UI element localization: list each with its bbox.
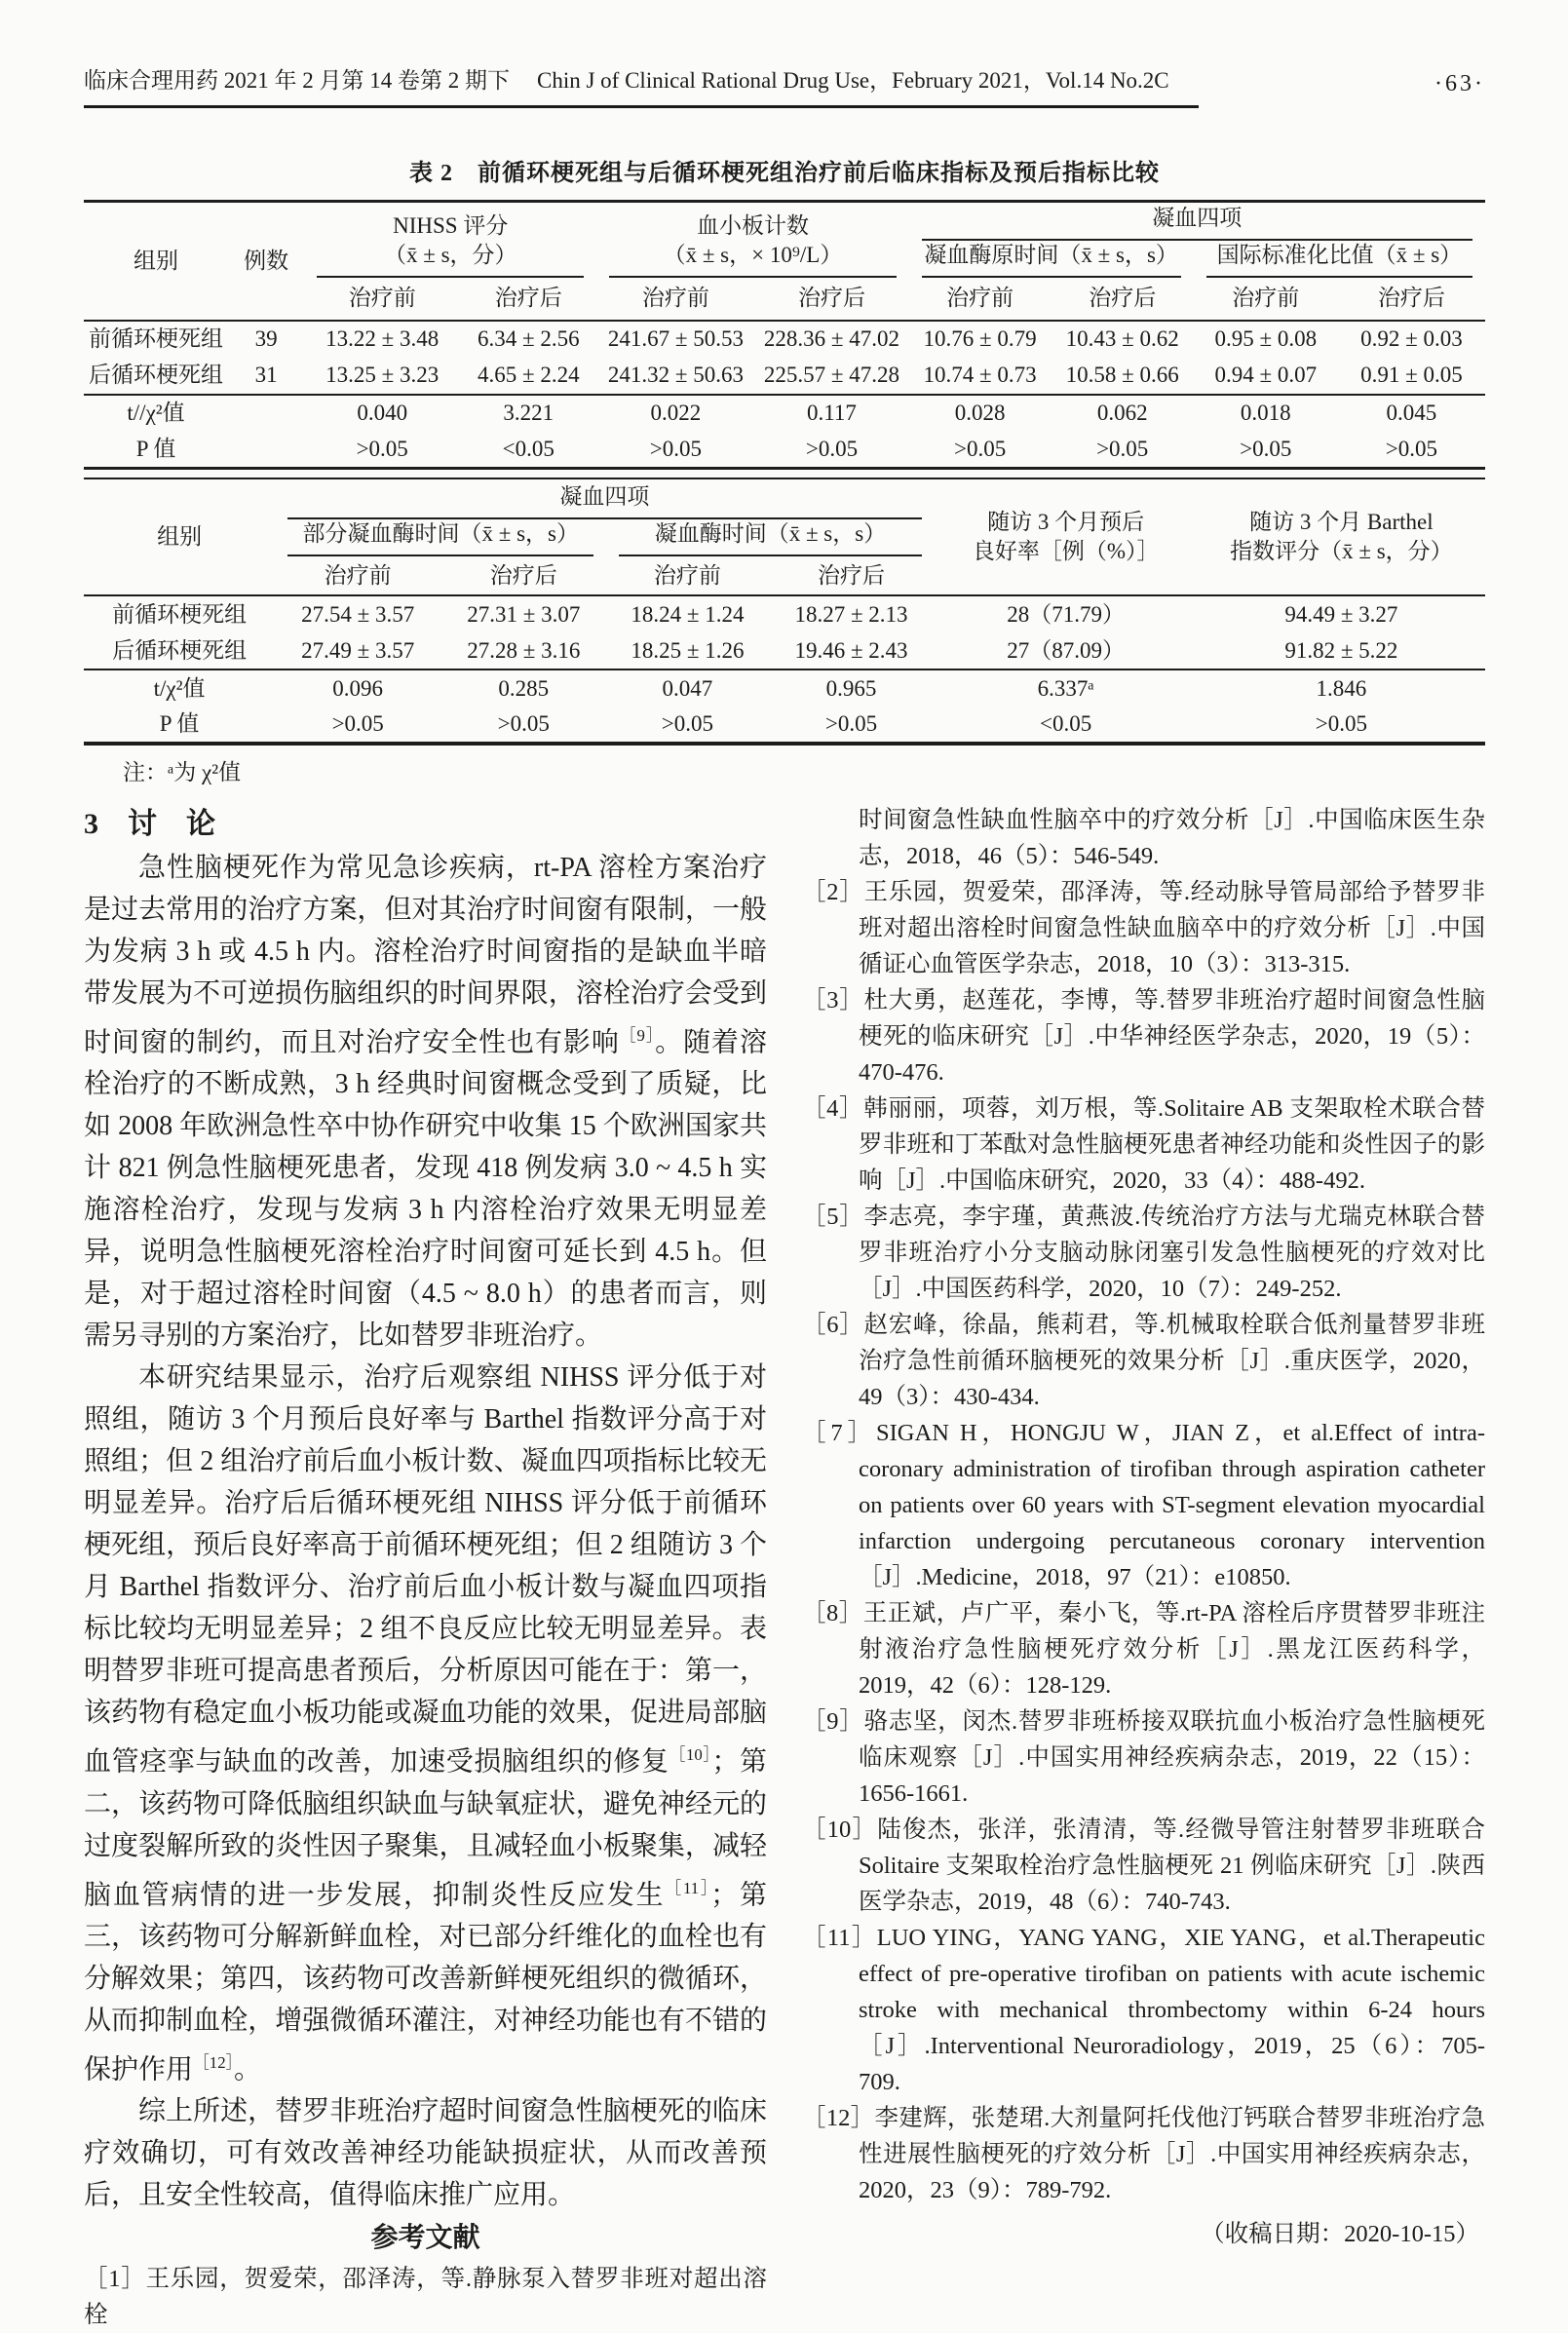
table-cell: <0.05 bbox=[502, 436, 555, 461]
citation-superscript: ［10］ bbox=[669, 1745, 712, 1765]
table-cell: 0.062 bbox=[1052, 395, 1194, 432]
table-cell: t/χ²值 bbox=[84, 669, 275, 707]
barthel-line1: 随访 3 个月 Barthel bbox=[1249, 510, 1434, 534]
reference-item: ［11］LUO YING，YANG YANG，XIE YANG，et al.Therapeutic effect of pre-operative tirofiban on patients with acute ischemic stroke with mechanical thrombectomy within 6-24 hours［J］.Interventional Neuroradiology，2019，25（6）：705-709. bbox=[802, 1925, 1485, 2095]
table-cell: 0.117 bbox=[754, 395, 908, 432]
barthel-line2: 指数评分（x̄ ± s，分） bbox=[1230, 539, 1453, 563]
table-cell: 18.27 ± 2.13 bbox=[794, 601, 908, 627]
table-cell: 13.25 ± 3.23 bbox=[325, 363, 440, 387]
table-cell: 后循环梗死组 bbox=[112, 637, 248, 663]
text-segment: ；第二，该药物可降低脑组织缺血与缺氧症状，避免神经元的过度裂解所致的炎性因子聚集，且减轻血小板聚集，减轻脑血管病情的进一步发展，抑制炎性反应发生 bbox=[84, 1746, 767, 1910]
col-header-barthel bbox=[1198, 478, 1485, 595]
reference-item: ［9］骆志坚，闵杰.替罗非班桥接双联抗血小板治疗急性脑梗死临床观察［J］.中国实用神经疾病杂志，2019，22（15）：1656-1661. bbox=[802, 1708, 1485, 1807]
table-cell: >0.05 bbox=[805, 436, 859, 461]
table-cell: 19.46 ± 2.43 bbox=[794, 637, 908, 663]
table-cell: >0.05 bbox=[953, 436, 1007, 461]
table-cell: 0.047 bbox=[606, 669, 768, 707]
table-cell: 0.018 bbox=[1194, 395, 1338, 432]
reference-item: ［6］赵宏峰，徐晶，熊莉君，等.机械取栓联合低剂量替罗非班治疗急性前循环脑梗死的效果分析［J］.重庆医学，2020，49（3）：430-434. bbox=[802, 1312, 1485, 1410]
text-segment: 本研究结果显示，治疗后观察组 NIHSS 评分低于对照组，随访 3 个月预后良好率与 Barthel 指数评分高于对照组；但 2 组治疗前后血小板计数、凝血四项指标比较无明显差异。治疗后后循环梗死组 NIHSS 评分低于前循环梗死组，预后良好率高于前循环梗死组；但 2 组随访 3 个月 Barthel 指数评分、治疗前后血小板计数与凝血四项指标比较均无明显差异；2 组不良反应比较无明显差异。表明替罗非班可提高患者预后，分析原因可能在于：第一，该药物有稳定血小板功能或凝血功能的效果，促进局部脑血管痉挛与缺血的改善，加速受损脑组织的修复 bbox=[84, 1362, 767, 1778]
table-row bbox=[84, 669, 1485, 707]
table2-part1 bbox=[84, 200, 1485, 470]
table2-part2-body bbox=[84, 595, 1485, 744]
table-cell: 241.67 ± 50.53 bbox=[607, 326, 744, 351]
table-cell: 10.74 ± 0.73 bbox=[923, 363, 1037, 387]
table-note: 注：ᵃ为 χ²值 bbox=[123, 760, 242, 784]
table-cell bbox=[228, 395, 304, 432]
table-cell: >0.05 bbox=[1315, 711, 1367, 736]
table-row bbox=[84, 595, 1485, 632]
table-cell: >0.05 bbox=[824, 711, 878, 736]
subheader-pre: 治疗前 bbox=[596, 278, 754, 321]
col-header-nihss bbox=[304, 202, 596, 278]
subheader-post: 治疗后 bbox=[754, 278, 908, 321]
subheader-pre: 治疗前 bbox=[909, 278, 1052, 321]
table-row bbox=[84, 321, 1485, 358]
table-cell: >0.05 bbox=[356, 436, 408, 461]
table-cell: 18.24 ± 1.24 bbox=[631, 601, 745, 627]
subheader-post: 治疗后 bbox=[768, 556, 934, 595]
table-cell: 0.022 bbox=[596, 395, 754, 432]
table-cell: 0.040 bbox=[304, 395, 460, 432]
page-number: ·63· bbox=[1434, 71, 1485, 96]
reference-item: ［4］韩丽丽，项蓉，刘万根，等.Solitaire AB 支架取栓术联合替罗非班和丁苯酞对急性脑梗死患者神经功能和炎性因子的影响［J］.中国临床研究，2020，33（4）：488-492. bbox=[802, 1095, 1485, 1194]
left-column bbox=[84, 802, 767, 2333]
table-caption: 表 2 前循环梗死组与后循环梗死组治疗前后临床指标及预后指标比较 bbox=[409, 161, 1160, 186]
reference-item: ［2］王乐园，贺爱荣，邵泽涛，等.经动脉导管局部给予替罗非班对超出溶栓时间窗急性缺血脑卒中的疗效分析［J］.中国循证心血管医学杂志，2018，10（3）：313-315. bbox=[802, 879, 1485, 977]
reference-item: ［3］杜大勇，赵莲花，李博，等.替罗非班治疗超时间窗急性脑梗死的临床研究［J］.中华神经医学杂志，2020，19（5）：470-476. bbox=[802, 987, 1485, 1086]
text-segment: ；第三，该药物可分解新鲜血栓，对已部分纤维化的血栓也有分解效果；第四，该药物可改善新鲜梗死组织的微循环，从而抑制血栓，增强微循环灌注，对神经功能也有不错的保护作用 bbox=[84, 1879, 767, 2085]
table-cell: >0.05 bbox=[661, 711, 714, 736]
table-cell: 0.285 bbox=[440, 669, 606, 707]
table-cell: 10.43 ± 0.62 bbox=[1065, 326, 1179, 351]
table-cell: >0.05 bbox=[1385, 436, 1438, 461]
reference-item: ［12］李建辉，张楚珺.大剂量阿托伐他汀钙联合替罗非班治疗急性进展性脑梗死的疗效分析［J］.中国实用神经疾病杂志，2020，23（9）：789-792. bbox=[802, 2105, 1485, 2203]
table-cell: 3.221 bbox=[460, 395, 596, 432]
table-row bbox=[84, 395, 1485, 432]
table-cell: 前循环梗死组 bbox=[112, 601, 248, 627]
nihss-label: NIHSS 评分 bbox=[393, 212, 509, 238]
table-cell: 39 bbox=[254, 326, 278, 351]
table-cell: 228.36 ± 47.02 bbox=[763, 326, 900, 351]
table-cell: 0.91 ± 0.05 bbox=[1360, 363, 1463, 387]
table-cell: 6.34 ± 2.56 bbox=[477, 326, 580, 351]
journal-title-block bbox=[84, 62, 1199, 108]
table-cell: 0.94 ± 0.07 bbox=[1214, 363, 1318, 387]
table-cell: 1.846 bbox=[1198, 669, 1485, 707]
table2-part1-body bbox=[84, 321, 1485, 469]
discussion-paragraph bbox=[84, 847, 767, 1357]
table-cell: 27.54 ± 3.57 bbox=[301, 601, 415, 627]
col-header-followup bbox=[935, 478, 1198, 595]
table-cell: >0.05 bbox=[497, 711, 550, 736]
col-header-group: 组别 bbox=[84, 202, 228, 321]
table-cell: 27.28 ± 3.16 bbox=[467, 637, 581, 663]
table-cell: 28（71.79） bbox=[1007, 601, 1126, 627]
citation-superscript: ［11］ bbox=[665, 1878, 711, 1897]
table-cell: 18.25 ± 1.26 bbox=[631, 637, 745, 663]
reference-item: ［8］王正斌，卢广平，秦小飞，等.rt-PA 溶栓后序贯替罗非班注射液治疗急性脑梗死疗效分析［J］.黑龙江医药科学，2019，42（6）：128-129. bbox=[802, 1600, 1485, 1699]
running-head bbox=[84, 62, 1485, 108]
table-row bbox=[84, 707, 1485, 744]
right-column bbox=[802, 802, 1485, 2333]
references-heading: 参考文献 bbox=[370, 2223, 480, 2254]
citation-superscript: ［12］ bbox=[193, 2052, 234, 2072]
col-header-group: 组别 bbox=[84, 478, 275, 595]
text-segment: 。 bbox=[233, 2054, 261, 2085]
table-row bbox=[84, 432, 1485, 469]
received-date: （收稿日期：2020-10-15） bbox=[1201, 2221, 1479, 2247]
table-cell: 225.57 ± 47.28 bbox=[763, 363, 900, 387]
text-segment: 急性脑梗死作为常见急诊疾病，rt-PA 溶栓方案治疗是过去常用的治疗方案，但对其治疗时间窗有限制，一般为发病 3 h 或 4.5 h 内。溶栓治疗时间窗指的是缺血半暗带发展为不可逆损伤脑组织的时间界限，溶栓治疗会受到时间窗的制约，而且对治疗安全性也有影响 bbox=[84, 853, 767, 1058]
col-header-n: 例数 bbox=[228, 202, 304, 321]
reference-item: ［10］陆俊杰，张洋，张清清，等.经微导管注射替罗非班联合 Solitaire 支架取栓治疗急性脑梗死 21 例临床研究［J］.陕西医学杂志，2019，48（6）：740-743. bbox=[802, 1817, 1485, 1915]
citation-superscript: ［9］ bbox=[619, 1026, 656, 1045]
text-segment: 。随着溶栓治疗的不断成熟，3 h 经典时间窗概念受到了质疑，比如 2008 年欧洲急性卒中协作研究中收集 15 个欧洲国家共计 821 例急性脑梗死患者，发现 418 例发病 3.0 ~ 4.5 h 实施溶栓治疗，发现与发病 3 h 内溶栓治疗效果无明显差异，说明急性脑梗死溶栓治疗时间窗可延长到 4.5 h。但是，对于超过溶栓时间窗（4.5 ~ 8.0 h）的患者而言，则需另寻别的方案治疗，比如替罗非班治疗。 bbox=[84, 1027, 767, 1352]
table-cell: 后循环梗死组 bbox=[89, 363, 224, 387]
col-header-aptt: 部分凝血酶时间（x̄ ± s，s） bbox=[275, 519, 606, 556]
references-list bbox=[802, 874, 1485, 2208]
journal-title-cn: 临床合理用药 2021 年 2 月第 14 卷第 2 期下 bbox=[84, 68, 510, 93]
table-cell: 91.82 ± 5.22 bbox=[1284, 637, 1398, 663]
followup-line1: 随访 3 个月预后 bbox=[987, 510, 1145, 534]
table2-part2 bbox=[84, 478, 1485, 746]
table-cell: 31 bbox=[254, 363, 278, 387]
reference-item: ［7］SIGAN H，HONGJU W，JIAN Z，et al.Effect of intra-coronary administration of tirofiban through aspiration catheter on patients over 60 years with ST-segment elevation myocardial infarction undergoing percutaneous coronary intervention［J］.Medicine，2018，97（21）：e10850. bbox=[802, 1420, 1485, 1590]
table-row bbox=[84, 632, 1485, 669]
table-cell: 241.32 ± 50.63 bbox=[607, 363, 744, 387]
discussion-paragraph bbox=[84, 2090, 767, 2216]
table-cell: 10.58 ± 0.66 bbox=[1065, 363, 1179, 387]
table-cell: 27（87.09） bbox=[1007, 637, 1126, 663]
table-cell: P 值 bbox=[135, 436, 176, 461]
platelet-unit: （x̄ ± s，× 10⁹/L） bbox=[663, 242, 843, 267]
subheader-pre: 治疗前 bbox=[304, 278, 460, 321]
table-cell: 10.76 ± 0.79 bbox=[923, 326, 1037, 351]
table-cell: 0.965 bbox=[768, 669, 934, 707]
table-cell: >0.05 bbox=[649, 436, 702, 461]
followup-line2: 良好率［例（%）］ bbox=[972, 539, 1160, 563]
table-cell: 0.92 ± 0.03 bbox=[1360, 326, 1463, 351]
subheader-post: 治疗后 bbox=[1052, 278, 1194, 321]
subheader-post: 治疗后 bbox=[1338, 278, 1485, 321]
col-header-pt: 凝血酶原时间（x̄ ± s，s） bbox=[909, 241, 1194, 278]
table-cell: 0.95 ± 0.08 bbox=[1214, 326, 1318, 351]
platelet-label: 血小板计数 bbox=[696, 212, 809, 238]
subheader-pre: 治疗前 bbox=[1194, 278, 1338, 321]
table-cell: 0.096 bbox=[275, 669, 440, 707]
reference-item: ［1］王乐园，贺爱荣，邵泽涛，等.静脉泵入替罗非班对超出溶栓 bbox=[84, 2266, 767, 2329]
subheader-pre: 治疗前 bbox=[606, 556, 768, 595]
table-cell: P 值 bbox=[159, 711, 200, 736]
table-cell: >0.05 bbox=[331, 711, 384, 736]
table-cell: 0.045 bbox=[1338, 395, 1485, 432]
table-cell: >0.05 bbox=[1240, 436, 1292, 461]
discussion-paragraph bbox=[84, 1357, 767, 2090]
table-cell: 94.49 ± 3.27 bbox=[1284, 601, 1398, 627]
table-cell: 13.22 ± 3.48 bbox=[325, 326, 440, 351]
text-segment: 综上所述，替罗非班治疗超时间窗急性脑梗死的临床疗效确切，可有效改善神经功能缺损症状，从而改善预后，且安全性较高，值得临床推广应用。 bbox=[84, 2096, 767, 2211]
col-header-platelet bbox=[596, 202, 908, 278]
reference-item-continuation: 时间窗急性缺血性脑卒中的疗效分析［J］.中国临床医生杂志，2018，46（5）：546-549. bbox=[859, 807, 1485, 869]
nihss-unit: （x̄ ± s，分） bbox=[383, 242, 517, 267]
journal-title-en: Chin J of Clinical Rational Drug Use，February 2021，Vol.14 No.2C bbox=[537, 68, 1169, 93]
reference-item: ［5］李志亮，李宇瑾，黄燕波.传统治疗方法与尤瑞克林联合替罗非班治疗小分支脑动脉闭塞引发急性脑梗死的疗效对比［J］.中国医药科学，2020，10（7）：249-252. bbox=[802, 1204, 1485, 1302]
subheader-post: 治疗后 bbox=[460, 278, 596, 321]
col-header-inr: 国际标准化比值（x̄ ± s） bbox=[1194, 241, 1485, 278]
col-header-coagulation: 凝血四项 bbox=[909, 202, 1485, 241]
table-cell: 27.31 ± 3.07 bbox=[467, 601, 581, 627]
discussion-heading: 3 讨 论 bbox=[84, 808, 215, 840]
table-cell: <0.05 bbox=[1040, 711, 1092, 736]
table-cell: 前循环梗死组 bbox=[89, 326, 224, 351]
table-cell: 0.028 bbox=[909, 395, 1052, 432]
table-cell: 27.49 ± 3.57 bbox=[301, 637, 415, 663]
table-cell: 4.65 ± 2.24 bbox=[477, 363, 580, 387]
table-cell: t//χ²值 bbox=[84, 395, 228, 432]
col-header-tt: 凝血酶时间（x̄ ± s，s） bbox=[606, 519, 934, 556]
subheader-post: 治疗后 bbox=[440, 556, 606, 595]
table-cell bbox=[228, 432, 304, 469]
table-row bbox=[84, 358, 1485, 395]
article-body bbox=[84, 802, 1485, 2333]
col-header-coagulation: 凝血四项 bbox=[275, 478, 934, 519]
table-cell: 6.337ᵃ bbox=[935, 669, 1198, 707]
subheader-pre: 治疗前 bbox=[275, 556, 440, 595]
table-cell: >0.05 bbox=[1096, 436, 1149, 461]
